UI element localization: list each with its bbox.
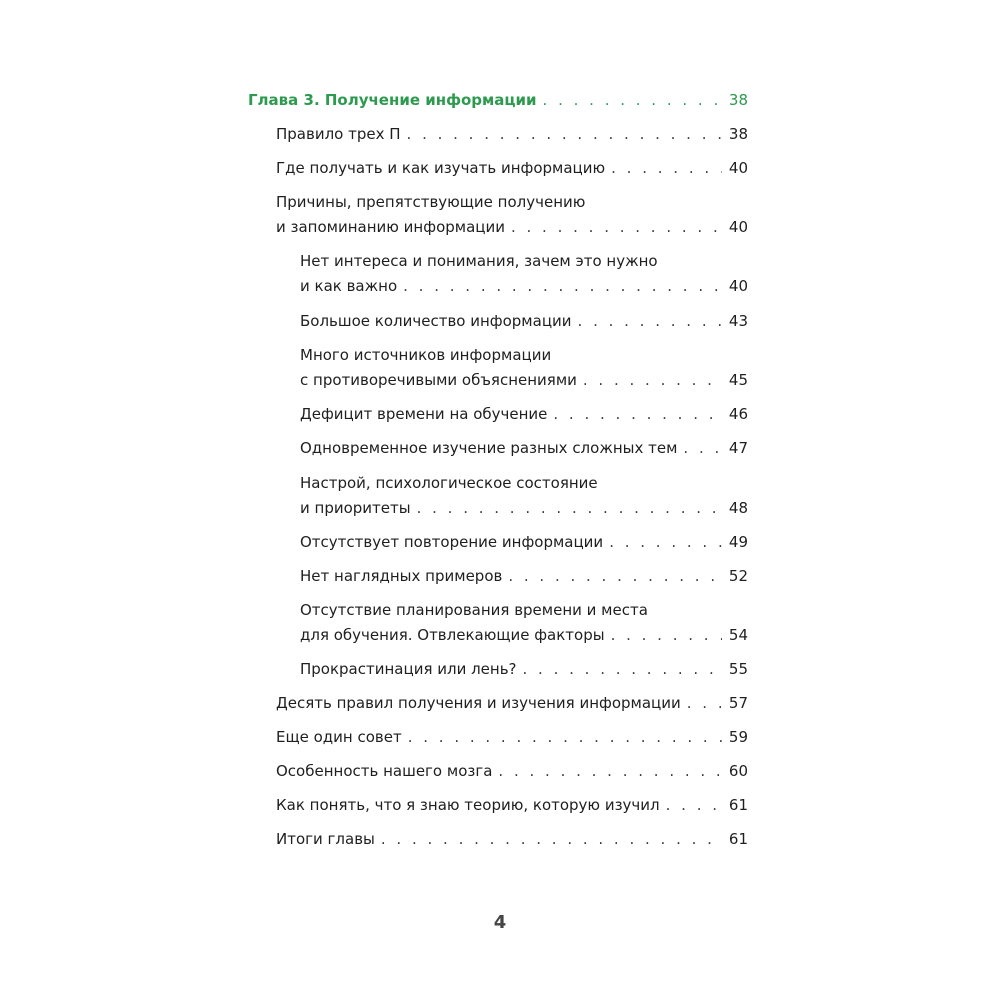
- toc-subentry-no-planning: [300, 598, 748, 648]
- toc-entry-text: Десять правил получения и изучения информации: [276, 694, 681, 712]
- toc-entry-text: Прокрастинация или лень?: [300, 660, 517, 678]
- chapter-title: Глава 3. Получение информации: [248, 91, 537, 109]
- dot-leader: [408, 725, 722, 750]
- toc-entry-page: 49: [728, 533, 748, 551]
- toc-entry-text-line1: Настрой, психологическое состояние: [300, 474, 598, 492]
- dot-leader: [666, 793, 722, 818]
- toc-entry-obstacles: [276, 190, 748, 240]
- dot-leader: [687, 691, 722, 716]
- toc-entry-text: и как важно: [300, 277, 398, 295]
- toc-entry-page: 47: [728, 439, 748, 457]
- toc-entry-text-line1: Много источников информации: [300, 346, 552, 364]
- toc-entry-page: 55: [728, 660, 748, 678]
- toc-entry-page: 59: [728, 728, 748, 746]
- dot-leader: [683, 436, 722, 461]
- toc-subentry-no-repetition: [300, 530, 748, 555]
- toc-subentry-mood: [300, 471, 748, 521]
- dot-leader: [523, 657, 722, 682]
- toc-entry-text: Особенность нашего мозга: [276, 762, 493, 780]
- toc-entry-know-theory: [276, 793, 748, 818]
- toc-entry-page: 61: [728, 830, 748, 848]
- toc-subentry-no-examples: [300, 564, 748, 589]
- toc-entry-page: 61: [728, 796, 748, 814]
- toc-entry-text: Еще один совет: [276, 728, 402, 746]
- toc-entry-text: Отсутствует повторение информации: [300, 533, 604, 551]
- toc-entry-text: Где получать и как изучать информацию: [276, 159, 606, 177]
- dot-leader: [407, 122, 722, 147]
- toc-subentry-simultaneous-topics: [300, 436, 748, 461]
- toc-entry-text: Как понять, что я знаю теорию, которую изучил: [276, 796, 660, 814]
- toc-entry-text: Одновременное изучение разных сложных тем: [300, 439, 678, 457]
- dot-leader: [498, 759, 722, 784]
- toc-entry-page: 48: [728, 499, 748, 517]
- toc-entry-brain-feature: [276, 759, 748, 784]
- dot-leader: [543, 88, 722, 113]
- toc-entry-where-to-get-info: [276, 156, 748, 181]
- toc-entry-one-more-tip: [276, 725, 748, 750]
- dot-leader: [611, 623, 722, 648]
- toc-entry-page: 57: [728, 694, 748, 712]
- toc-entry-page: 45: [728, 371, 748, 389]
- toc-entry-page: 40: [728, 277, 748, 295]
- toc-entry-rule-of-three-p: [276, 122, 748, 147]
- toc-subentry-large-amount: [300, 309, 748, 334]
- toc-entry-text: и приоритеты: [300, 499, 411, 517]
- dot-leader: [511, 215, 722, 240]
- toc-subentry-many-sources: [300, 343, 748, 393]
- toc-entry-text: Большое количество информации: [300, 312, 572, 330]
- toc-entry-text-line1: Причины, препятствующие получению: [276, 193, 586, 211]
- dot-leader: [417, 496, 722, 521]
- toc-entry-page: 40: [728, 218, 748, 236]
- page-number: 4: [493, 912, 507, 933]
- dot-leader: [403, 274, 722, 299]
- dot-leader: [381, 827, 722, 852]
- dot-leader: [578, 309, 722, 334]
- toc-chapter-heading: [248, 88, 748, 113]
- toc-entry-page: 54: [728, 626, 748, 644]
- toc-entry-text-line1: Отсутствие планирования времени и места: [300, 601, 648, 619]
- toc-subentry-no-interest: [300, 249, 748, 299]
- toc-entry-text: Итоги главы: [276, 830, 375, 848]
- dot-leader: [553, 402, 722, 427]
- dot-leader: [609, 530, 722, 555]
- toc-subentry-procrastination: [300, 657, 748, 682]
- toc-entry-text: с противоречивыми объяснениями: [300, 371, 577, 389]
- toc-entry-text: Правило трех П: [276, 125, 401, 143]
- toc-entry-text-line1: Нет интереса и понимания, зачем это нужно: [300, 252, 658, 270]
- toc-entry-page: 40: [728, 159, 748, 177]
- toc-entry-page: 38: [728, 125, 748, 143]
- toc-entry-text: Дефицит времени на обучение: [300, 405, 548, 423]
- toc-entry-page: 60: [728, 762, 748, 780]
- toc-entry-text: Нет наглядных примеров: [300, 567, 503, 585]
- dot-leader: [611, 156, 722, 181]
- toc-entry-text: для обучения. Отвлекающие факторы: [300, 626, 605, 644]
- dot-leader: [508, 564, 722, 589]
- toc-entry-page: 52: [728, 567, 748, 585]
- toc-entry-chapter-summary: [276, 827, 748, 852]
- chapter-page-number: 38: [728, 91, 748, 109]
- toc-entry-page: 46: [728, 405, 748, 423]
- toc-entry-page: 43: [728, 312, 748, 330]
- toc-entry-ten-rules: [276, 691, 748, 716]
- dot-leader: [583, 368, 722, 393]
- toc-subentry-time-deficit: [300, 402, 748, 427]
- toc-entry-text: и запоминанию информации: [276, 218, 505, 236]
